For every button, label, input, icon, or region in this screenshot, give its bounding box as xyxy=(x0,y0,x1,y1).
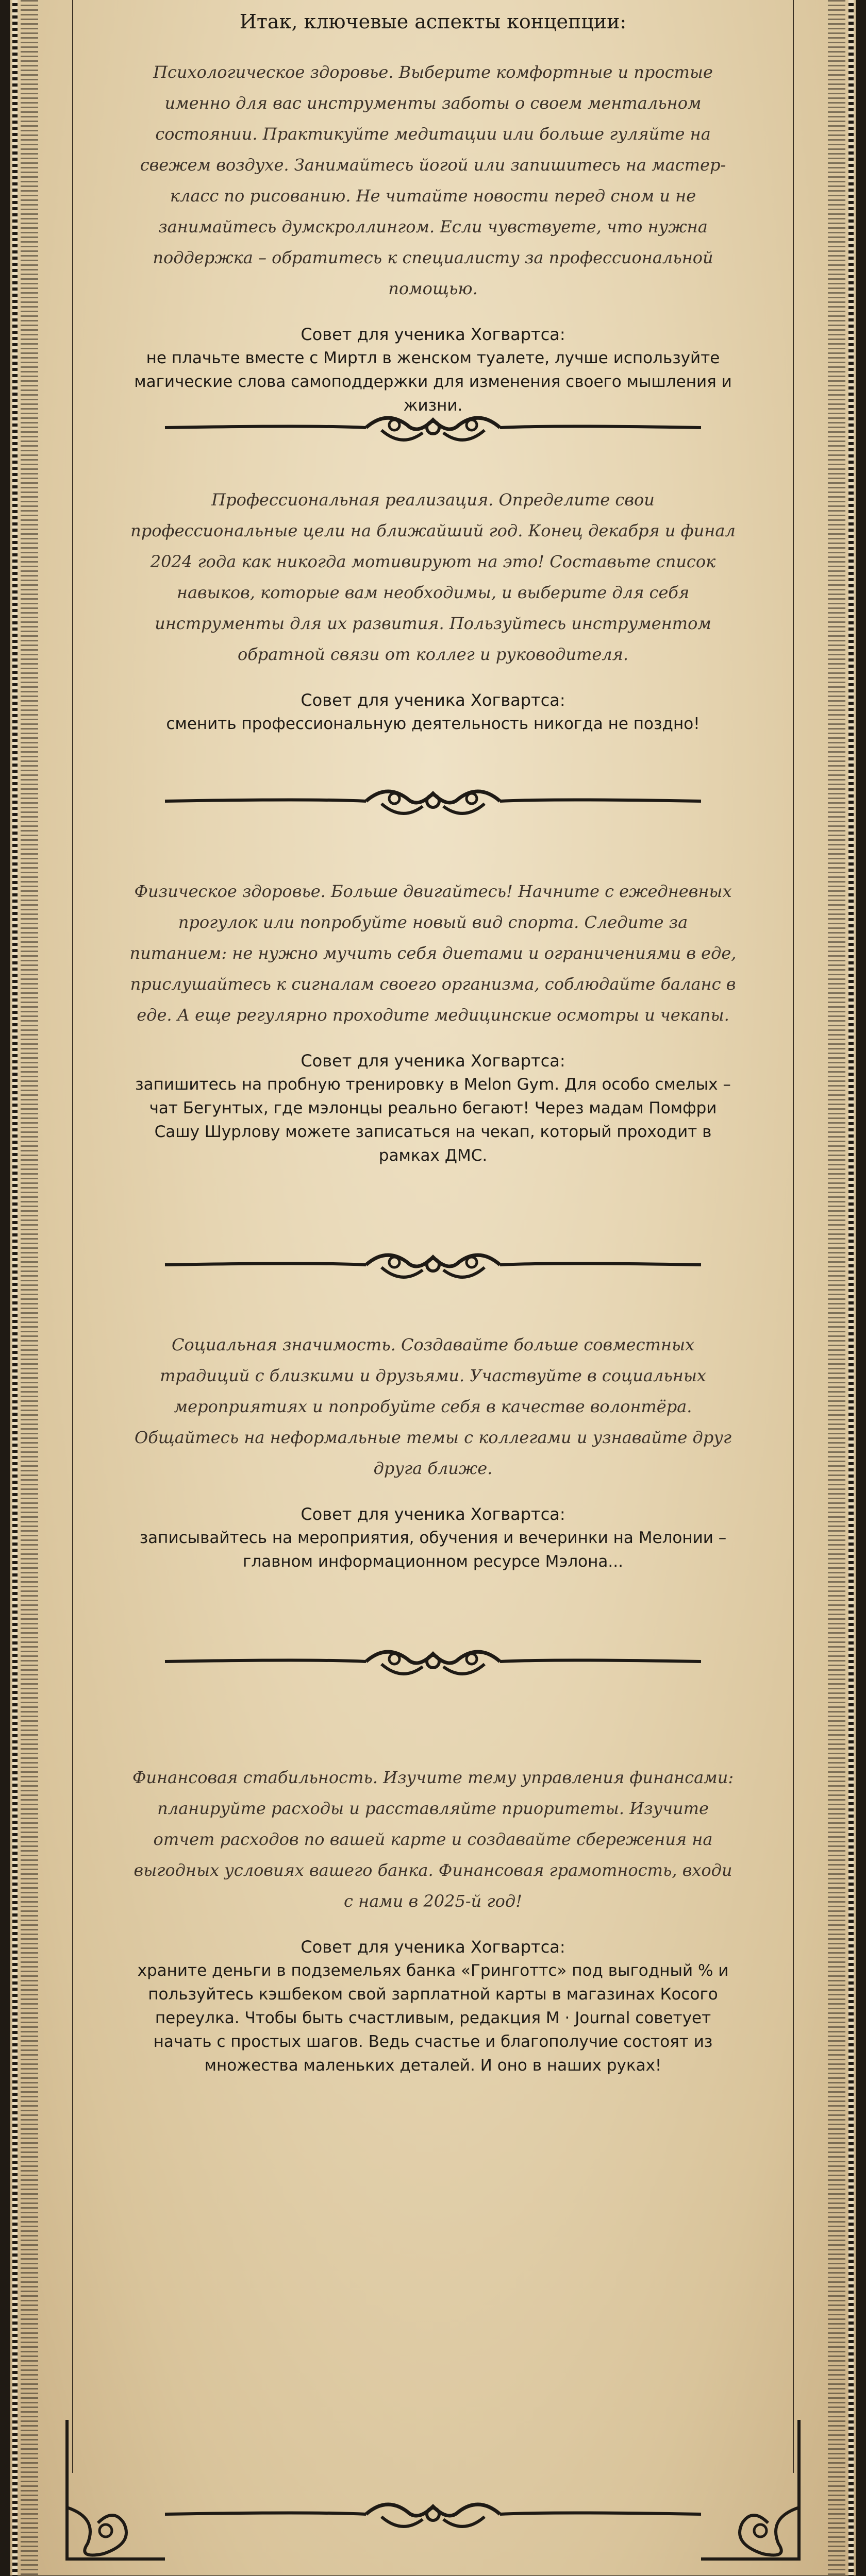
right-frame-border xyxy=(856,0,866,2576)
section-lead: Физическое здоровье. Больше двигайтесь! Начните с ежедневных прогулок или попробуйте новый вид спорта. Следите за питанием: не нужно мучить себя диетами и ограничениями в еде, прислушайтесь к сигналам своего организма, соблюдайте баланс в еде. А еще регулярно проходите медицинские осмотры и чекапы. xyxy=(129,882,737,1025)
tip-text: запишитесь на пробную тренировку в Melon Gym. Для особо смелых – чат Бегунтых, где мэлонцы реально бегают! Через мадам Помфри Сашу Шурлову можете записаться на чекап, который проходит в рамках ДМС. xyxy=(135,1075,731,1165)
ornament-divider-icon xyxy=(160,1236,706,1293)
tip-title: Совет для ученика Хогвартса: xyxy=(301,1937,565,1957)
right-inner-rule xyxy=(793,0,794,2473)
ornament-divider-icon xyxy=(160,1633,706,1690)
section-lead: Психологическое здоровье. Выберите комфортные и простые именно для вас инструменты заботы о своем ментальном состоянии. Практикуйте медитации или больше гуляйте на свежем воздухе. Занимайтесь йогой или запишитесь на мастер-класс по рисованию. Не читайте новости перед сном и не занимайтесь думскроллингом. Если чувствуете, что нужна поддержка – обратитесь к специалисту за профессиональной помощью. xyxy=(140,62,726,298)
left-inner-rule xyxy=(72,0,73,2473)
tip-title: Совет для ученика Хогвартса: xyxy=(301,1504,565,1524)
section-professional xyxy=(129,484,737,736)
tip-title: Совет для ученика Хогвартса: xyxy=(301,1051,565,1071)
tip-title: Совет для ученика Хогвартса: xyxy=(301,325,565,344)
section-lead: Финансовая стабильность. Изучите тему управления финансами: планируйте расходы и расставляйте приоритеты. Изучите отчет расходов по вашей карте и создавайте сбережения на выгодных условиях вашего банка. Финансовая грамотность, входи с нами в 2025-й год! xyxy=(132,1768,734,1911)
tip-title: Совет для ученика Хогвартса: xyxy=(301,690,565,710)
right-ornament-strip xyxy=(828,0,845,2576)
section-physical-health xyxy=(129,876,737,1167)
section-social xyxy=(129,1329,737,1573)
tip-text: записывайтесь на мероприятия, обучения и вечеринки на Мелонии – главном информационном ресурсе Мэлона... xyxy=(139,1529,727,1571)
corner-flourish-right-icon xyxy=(696,2415,809,2569)
tip-text: не плачьте вместе с Миртл в женском туалете, лучше используйте магические слова самоподдержки для изменения своего мышления и жизни. xyxy=(134,349,732,415)
page-heading: Итак, ключевые аспекты концепции: xyxy=(239,10,627,33)
ornament-divider-icon xyxy=(160,773,706,829)
tip-text: сменить профессиональную деятельность никогда не поздно! xyxy=(166,715,700,733)
section-psychological-health xyxy=(129,57,737,417)
left-ornament-strip xyxy=(21,0,38,2576)
bottom-ornament-icon xyxy=(160,2486,706,2543)
corner-flourish-left-icon xyxy=(57,2415,170,2569)
section-lead: Профессиональная реализация. Определите свои профессиональные цели на ближайший год. Конец декабря и финал 2024 года как никогда мотивируют на это! Составьте список навыков, которые вам необходимы, и выберите для себя инструменты для их развития. Пользуйтесь инструментом обратной связи от коллег и руководителя. xyxy=(130,490,736,664)
section-lead: Социальная значимость. Создавайте больше совместных традиций с близкими и друзьями. Участвуйте в социальных мероприятиях и попробуйте себя в качестве волонтёра. Общайтесь на неформальные темы с коллегами и узнавайте друг друга ближе. xyxy=(134,1335,732,1478)
section-financial xyxy=(129,1762,737,2077)
left-frame-border xyxy=(0,0,10,2576)
ornament-divider-icon xyxy=(160,399,706,456)
tip-text: храните деньги в подземельях банка «Гринготтс» под выгодный % и пользуйтесь кэшбеком свой зарплатной карты в магазинах Косого переулка. Чтобы быть счастливым, редакция M · Journal советует начать с простых шагов. Ведь счастье и благополучие состоят из множества маленьких деталей. И оно в наших руках! xyxy=(137,1961,729,2075)
